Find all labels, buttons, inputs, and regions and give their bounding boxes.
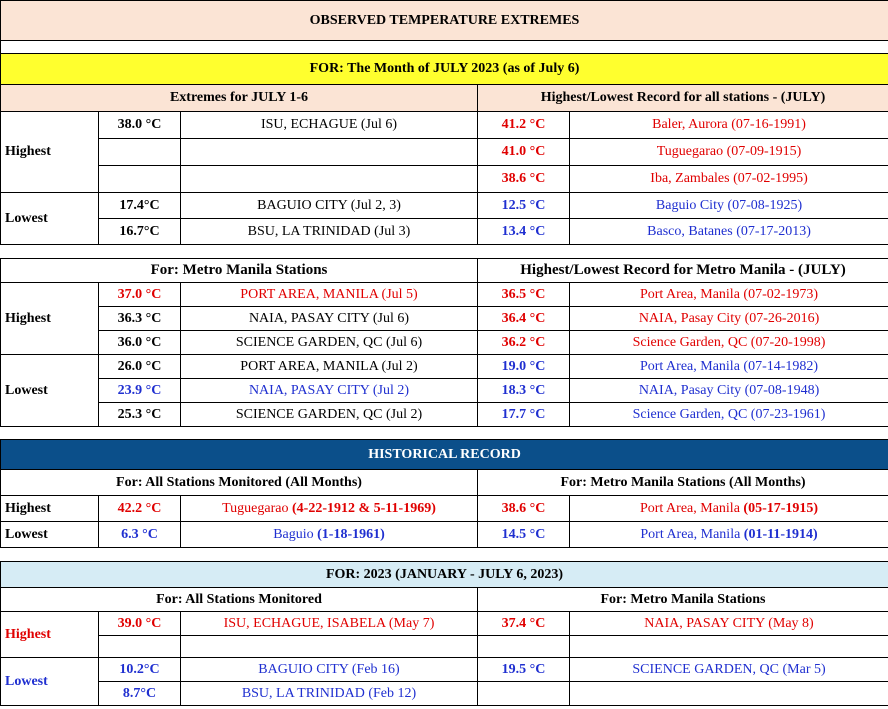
record-station-cell: Baler, Aurora (07-16-1991) [570, 112, 888, 139]
record-temp-cell [478, 636, 570, 658]
highest-label: Highest [1, 496, 99, 522]
temp-cell: 16.7°C [99, 219, 181, 245]
record-station-cell: Tuguegarao (07-09-1915) [570, 139, 888, 166]
station-cell [181, 522, 478, 548]
lowest-label: Lowest [1, 193, 99, 245]
station-cell: BSU, LA TRINIDAD (Feb 12) [181, 682, 478, 706]
page-title: OBSERVED TEMPERATURE EXTREMES [1, 1, 888, 41]
station-name: Port Area, Manila [640, 526, 741, 542]
table-row [1, 403, 888, 427]
table-row [1, 112, 888, 139]
table-row [1, 658, 888, 682]
station-cell [181, 636, 478, 658]
temp-cell: 36.3 °C [99, 307, 181, 331]
record-date: (1-18-1961) [317, 526, 385, 542]
table-row [1, 283, 888, 307]
record-temp-cell: 17.7 °C [478, 403, 570, 427]
temp-cell [99, 166, 181, 193]
temp-cell: 39.0 °C [99, 612, 181, 636]
record-station-cell [570, 496, 888, 522]
station-name: Tuguegarao [222, 500, 289, 516]
station-cell [181, 496, 478, 522]
record-temp-cell: 19.5 °C [478, 658, 570, 682]
table-row [1, 166, 888, 193]
station-cell [181, 166, 478, 193]
table-row [1, 355, 888, 379]
record-temp-cell: 37.4 °C [478, 612, 570, 636]
year-all-subheader: For: All Stations Monitored [1, 588, 478, 612]
highest-label: Highest [1, 283, 99, 355]
historical-metro-subheader: For: Metro Manila Stations (All Months) [478, 470, 888, 496]
record-station-cell [570, 522, 888, 548]
temp-cell: 36.0 °C [99, 331, 181, 355]
record-station-cell: Iba, Zambales (07-02-1995) [570, 166, 888, 193]
year-header: FOR: 2023 (JANUARY - JULY 6, 2023) [1, 562, 888, 588]
spacer-row [1, 41, 888, 54]
record-temp-cell: 18.3 °C [478, 379, 570, 403]
temp-cell [99, 636, 181, 658]
station-cell: SCIENCE GARDEN, QC (Jul 2) [181, 403, 478, 427]
record-station-cell: NAIA, PASAY CITY (May 8) [570, 612, 888, 636]
highest-label: Highest [1, 612, 99, 658]
record-station-cell: SCIENCE GARDEN, QC (Mar 5) [570, 658, 888, 682]
record-temp-cell: 41.2 °C [478, 112, 570, 139]
temp-cell: 8.7°C [99, 682, 181, 706]
station-cell: ISU, ECHAGUE (Jul 6) [181, 112, 478, 139]
station-cell: BAGUIO CITY (Jul 2, 3) [181, 193, 478, 219]
lowest-label: Lowest [1, 658, 99, 706]
title-table [0, 0, 888, 54]
record-temp-cell: 36.5 °C [478, 283, 570, 307]
table-row [1, 522, 888, 548]
temp-cell: 38.0 °C [99, 112, 181, 139]
station-cell: NAIA, PASAY CITY (Jul 2) [181, 379, 478, 403]
record-station-cell: NAIA, Pasay City (07-08-1948) [570, 379, 888, 403]
record-temp-cell: 36.2 °C [478, 331, 570, 355]
station-cell [181, 139, 478, 166]
metro-manila-table [0, 258, 888, 427]
extremes-subheader: Extremes for JULY 1-6 [1, 85, 478, 112]
temp-cell: 37.0 °C [99, 283, 181, 307]
record-station-cell: Science Garden, QC (07-20-1998) [570, 331, 888, 355]
record-temp-cell: 38.6 °C [478, 496, 570, 522]
table-row [1, 307, 888, 331]
records-subheader: Highest/Lowest Record for all stations - (JULY) [478, 85, 888, 112]
historical-table [0, 439, 888, 548]
record-temp-cell: 36.4 °C [478, 307, 570, 331]
record-station-cell [570, 636, 888, 658]
july-table [0, 53, 888, 245]
record-station-cell: NAIA, Pasay City (07-26-2016) [570, 307, 888, 331]
lowest-label: Lowest [1, 522, 99, 548]
highest-label: Highest [1, 112, 99, 193]
year-2023-table [0, 561, 888, 706]
metro-records-subheader: Highest/Lowest Record for Metro Manila - (JULY) [478, 259, 888, 283]
station-cell: PORT AREA, MANILA (Jul 5) [181, 283, 478, 307]
temp-cell: 25.3 °C [99, 403, 181, 427]
table-row [1, 193, 888, 219]
record-date: (4-22-1912 & 5-11-1969) [292, 500, 436, 516]
temp-cell: 26.0 °C [99, 355, 181, 379]
record-temp-cell: 19.0 °C [478, 355, 570, 379]
record-station-cell: Science Garden, QC (07-23-1961) [570, 403, 888, 427]
record-temp-cell [478, 682, 570, 706]
temp-cell: 6.3 °C [99, 522, 181, 548]
temp-cell: 23.9 °C [99, 379, 181, 403]
table-row [1, 682, 888, 706]
station-cell: BAGUIO CITY (Feb 16) [181, 658, 478, 682]
record-station-cell: Baguio City (07-08-1925) [570, 193, 888, 219]
temp-cell: 17.4°C [99, 193, 181, 219]
historical-header: HISTORICAL RECORD [1, 440, 888, 470]
temp-cell [99, 139, 181, 166]
table-row [1, 379, 888, 403]
temp-cell: 42.2 °C [99, 496, 181, 522]
table-row [1, 496, 888, 522]
station-cell: PORT AREA, MANILA (Jul 2) [181, 355, 478, 379]
record-date: (05-17-1915) [743, 500, 819, 516]
station-cell: ISU, ECHAGUE, ISABELA (May 7) [181, 612, 478, 636]
lowest-label: Lowest [1, 355, 99, 427]
record-temp-cell: 41.0 °C [478, 139, 570, 166]
table-row [1, 612, 888, 636]
record-temp-cell: 13.4 °C [478, 219, 570, 245]
record-temp-cell: 12.5 °C [478, 193, 570, 219]
table-row [1, 219, 888, 245]
metro-subheader: For: Metro Manila Stations [1, 259, 478, 283]
record-temp-cell: 38.6 °C [478, 166, 570, 193]
record-station-cell: Port Area, Manila (07-02-1973) [570, 283, 888, 307]
station-cell: SCIENCE GARDEN, QC (Jul 6) [181, 331, 478, 355]
historical-all-subheader: For: All Stations Monitored (All Months) [1, 470, 478, 496]
record-temp-cell: 14.5 °C [478, 522, 570, 548]
table-row [1, 636, 888, 658]
station-cell: BSU, LA TRINIDAD (Jul 3) [181, 219, 478, 245]
record-station-cell [570, 682, 888, 706]
station-name: Baguio [273, 526, 314, 542]
record-station-cell: Basco, Batanes (07-17-2013) [570, 219, 888, 245]
record-date: (01-11-1914) [743, 526, 818, 542]
temp-cell: 10.2°C [99, 658, 181, 682]
table-row [1, 139, 888, 166]
year-metro-subheader: For: Metro Manila Stations [478, 588, 888, 612]
station-name: Port Area, Manila [639, 500, 740, 516]
station-cell: NAIA, PASAY CITY (Jul 6) [181, 307, 478, 331]
record-station-cell: Port Area, Manila (07-14-1982) [570, 355, 888, 379]
table-row [1, 331, 888, 355]
month-header: FOR: The Month of JULY 2023 (as of July 6) [1, 54, 888, 85]
